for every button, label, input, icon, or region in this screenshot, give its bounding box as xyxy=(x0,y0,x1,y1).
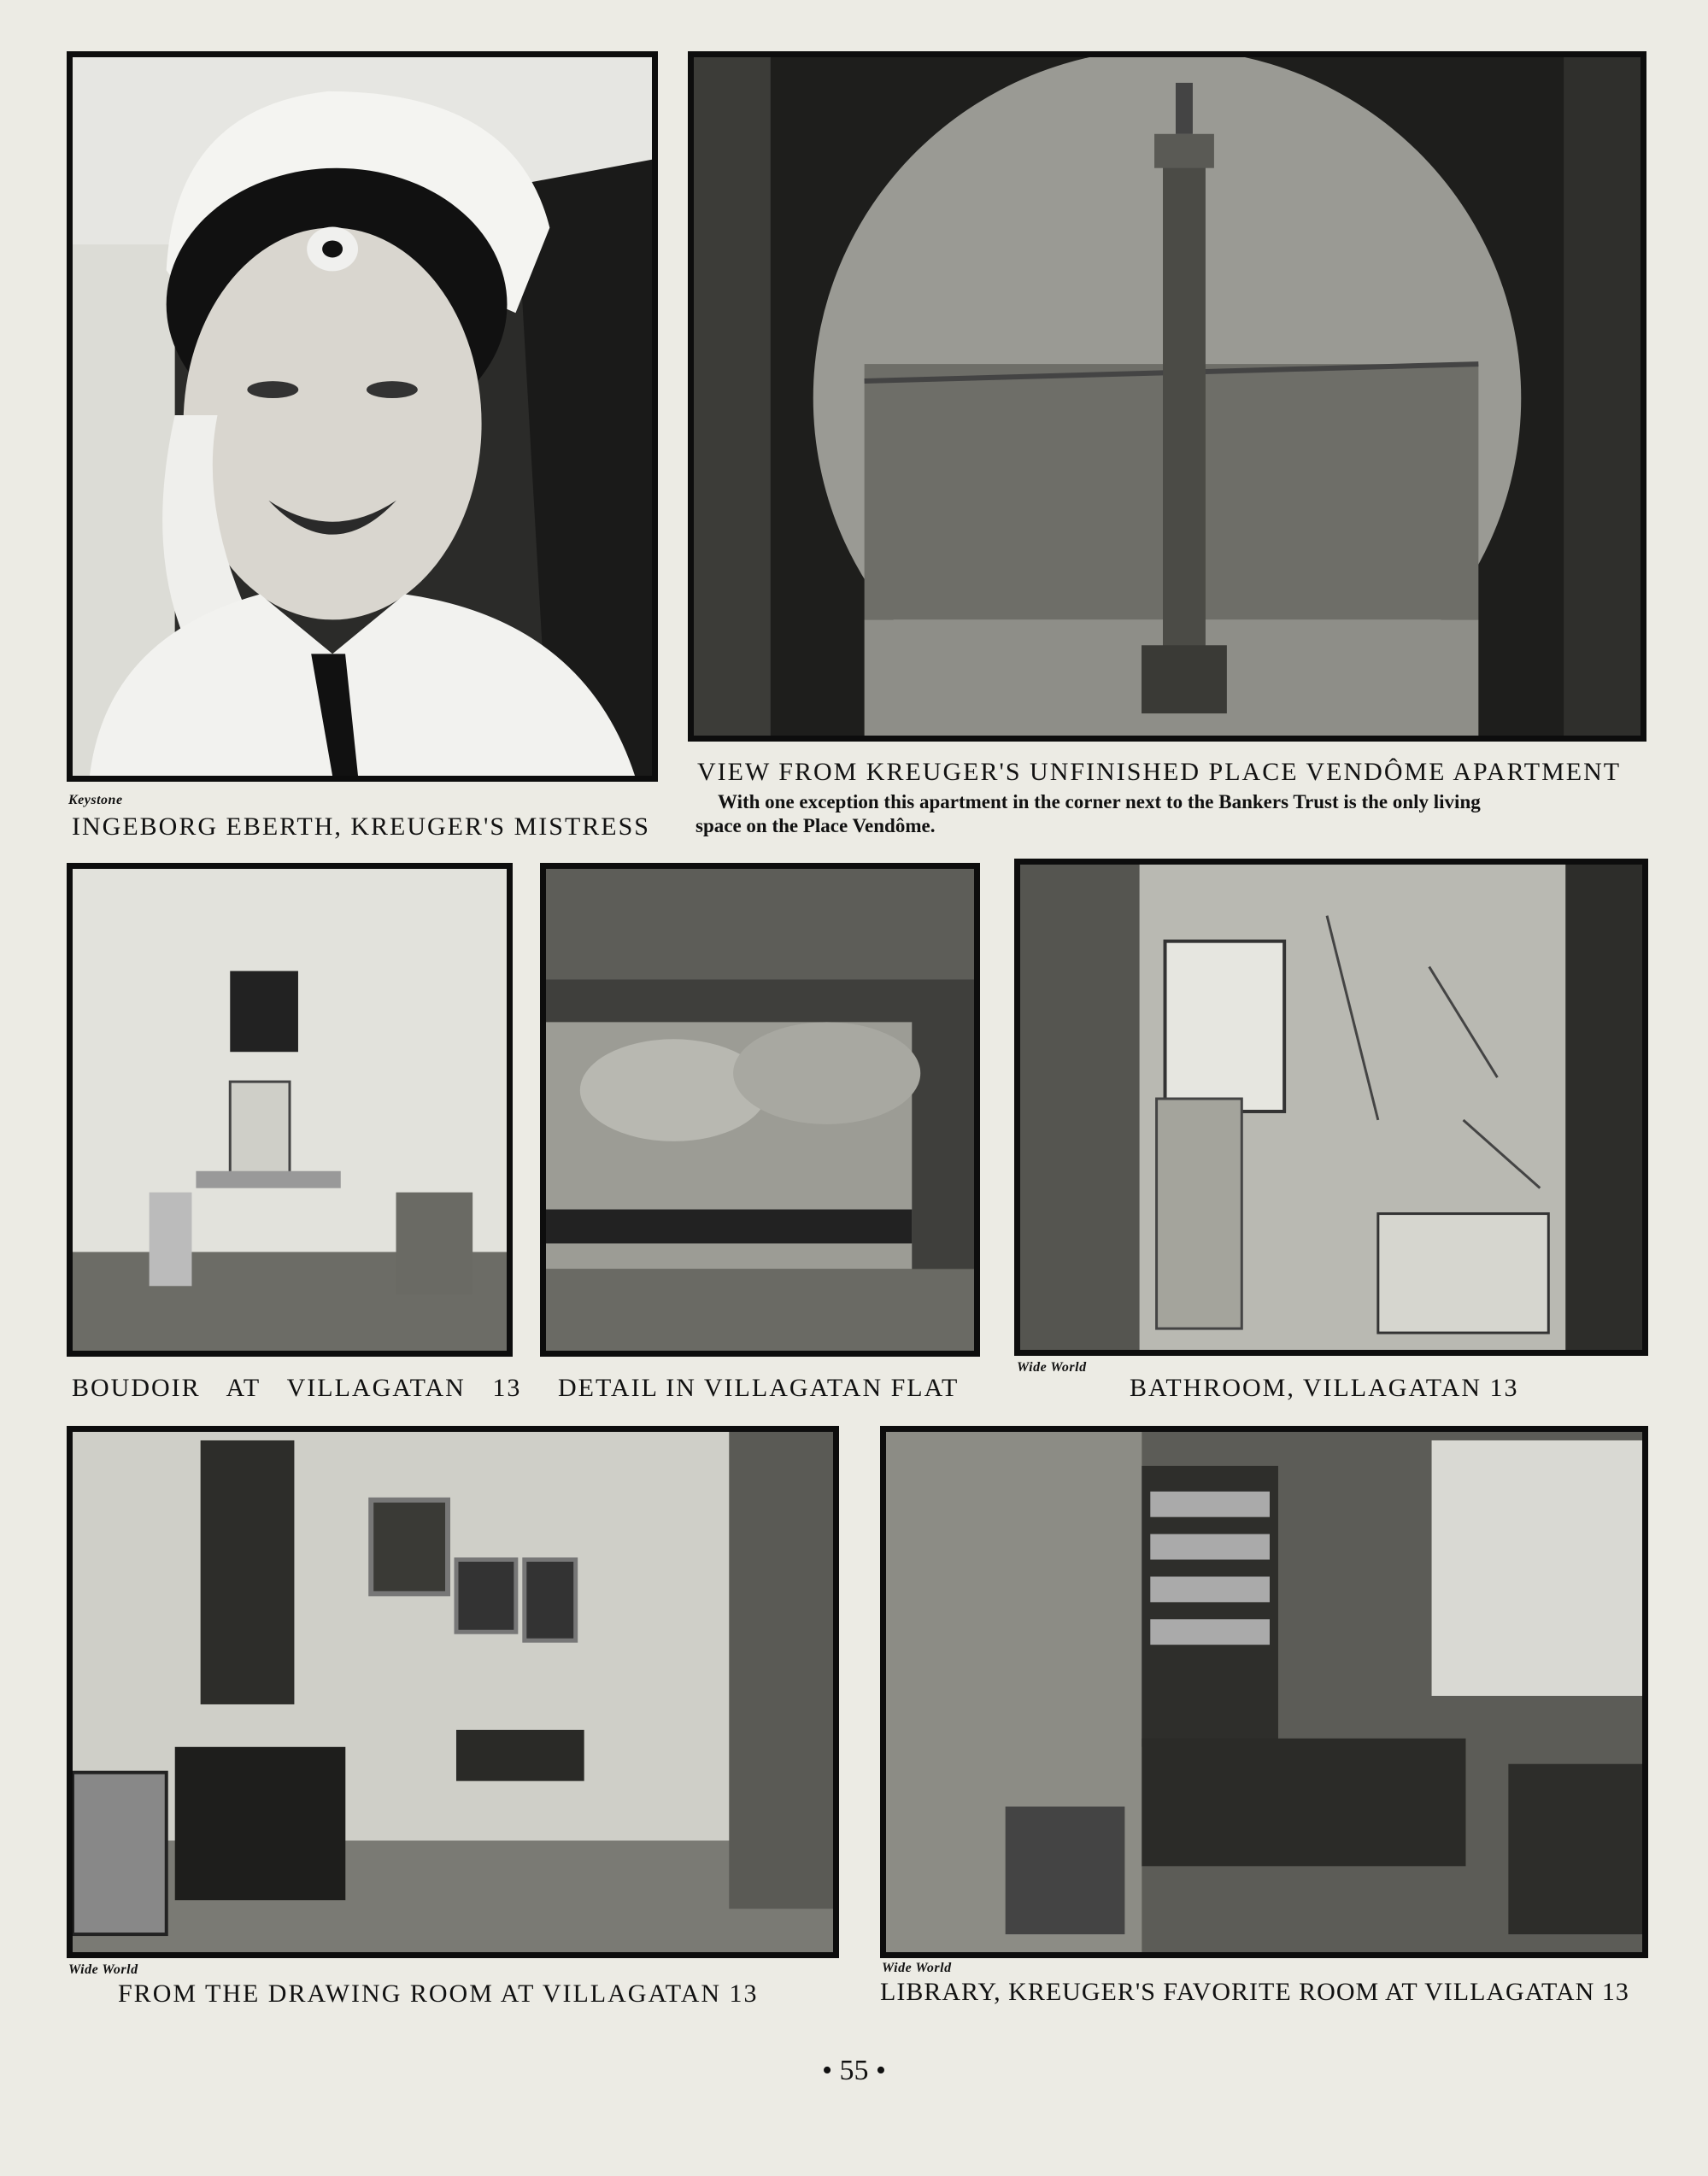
photo-bathroom xyxy=(1014,859,1648,1356)
photo-credit: Keystone xyxy=(68,793,123,807)
photo-detail-villagatan xyxy=(540,863,980,1357)
page-number: • 55 • xyxy=(822,2055,886,2086)
photo-credit: Wide World xyxy=(882,1961,952,1975)
bathroom-image xyxy=(1020,865,1642,1350)
photo-library xyxy=(880,1426,1648,1958)
photo-drawing-room xyxy=(67,1426,839,1958)
subcaption-line-2: space on the Place Vendôme. xyxy=(696,815,936,836)
caption-place-vendome: VIEW FROM KREUGER'S UNFINISHED PLACE VENDÔME APARTMENT xyxy=(697,758,1622,786)
photo-place-vendome xyxy=(688,51,1646,742)
subcaption-line-1: With one exception this apartment in the corner next to the Bankers Trust is the only living xyxy=(718,791,1481,812)
caption-ingeborg-eberth: INGEBORG EBERTH, KREUGER'S MISTRESS xyxy=(72,812,650,841)
caption-detail-villagatan: DETAIL IN VILLAGATAN FLAT xyxy=(558,1374,960,1402)
photo-credit: Wide World xyxy=(1017,1360,1087,1375)
portrait-image xyxy=(73,57,652,776)
photo-credit: Wide World xyxy=(68,1962,138,1977)
drawing-room-image xyxy=(73,1432,833,1952)
photo-ingeborg-eberth xyxy=(67,51,658,782)
vendome-image xyxy=(694,57,1641,736)
caption-boudoir: BOUDOIR AT VILLAGATAN 13 xyxy=(72,1374,522,1402)
caption-library: LIBRARY, KREUGER'S FAVORITE ROOM AT VILLAGATAN 13 xyxy=(880,1978,1629,2006)
library-image xyxy=(886,1432,1642,1952)
photo-boudoir xyxy=(67,863,513,1357)
boudoir-image xyxy=(73,869,507,1351)
caption-bathroom: BATHROOM, VILLAGATAN 13 xyxy=(1130,1374,1519,1402)
caption-drawing-room: FROM THE DRAWING ROOM AT VILLAGATAN 13 xyxy=(118,1980,759,2008)
detail-image xyxy=(546,869,974,1351)
